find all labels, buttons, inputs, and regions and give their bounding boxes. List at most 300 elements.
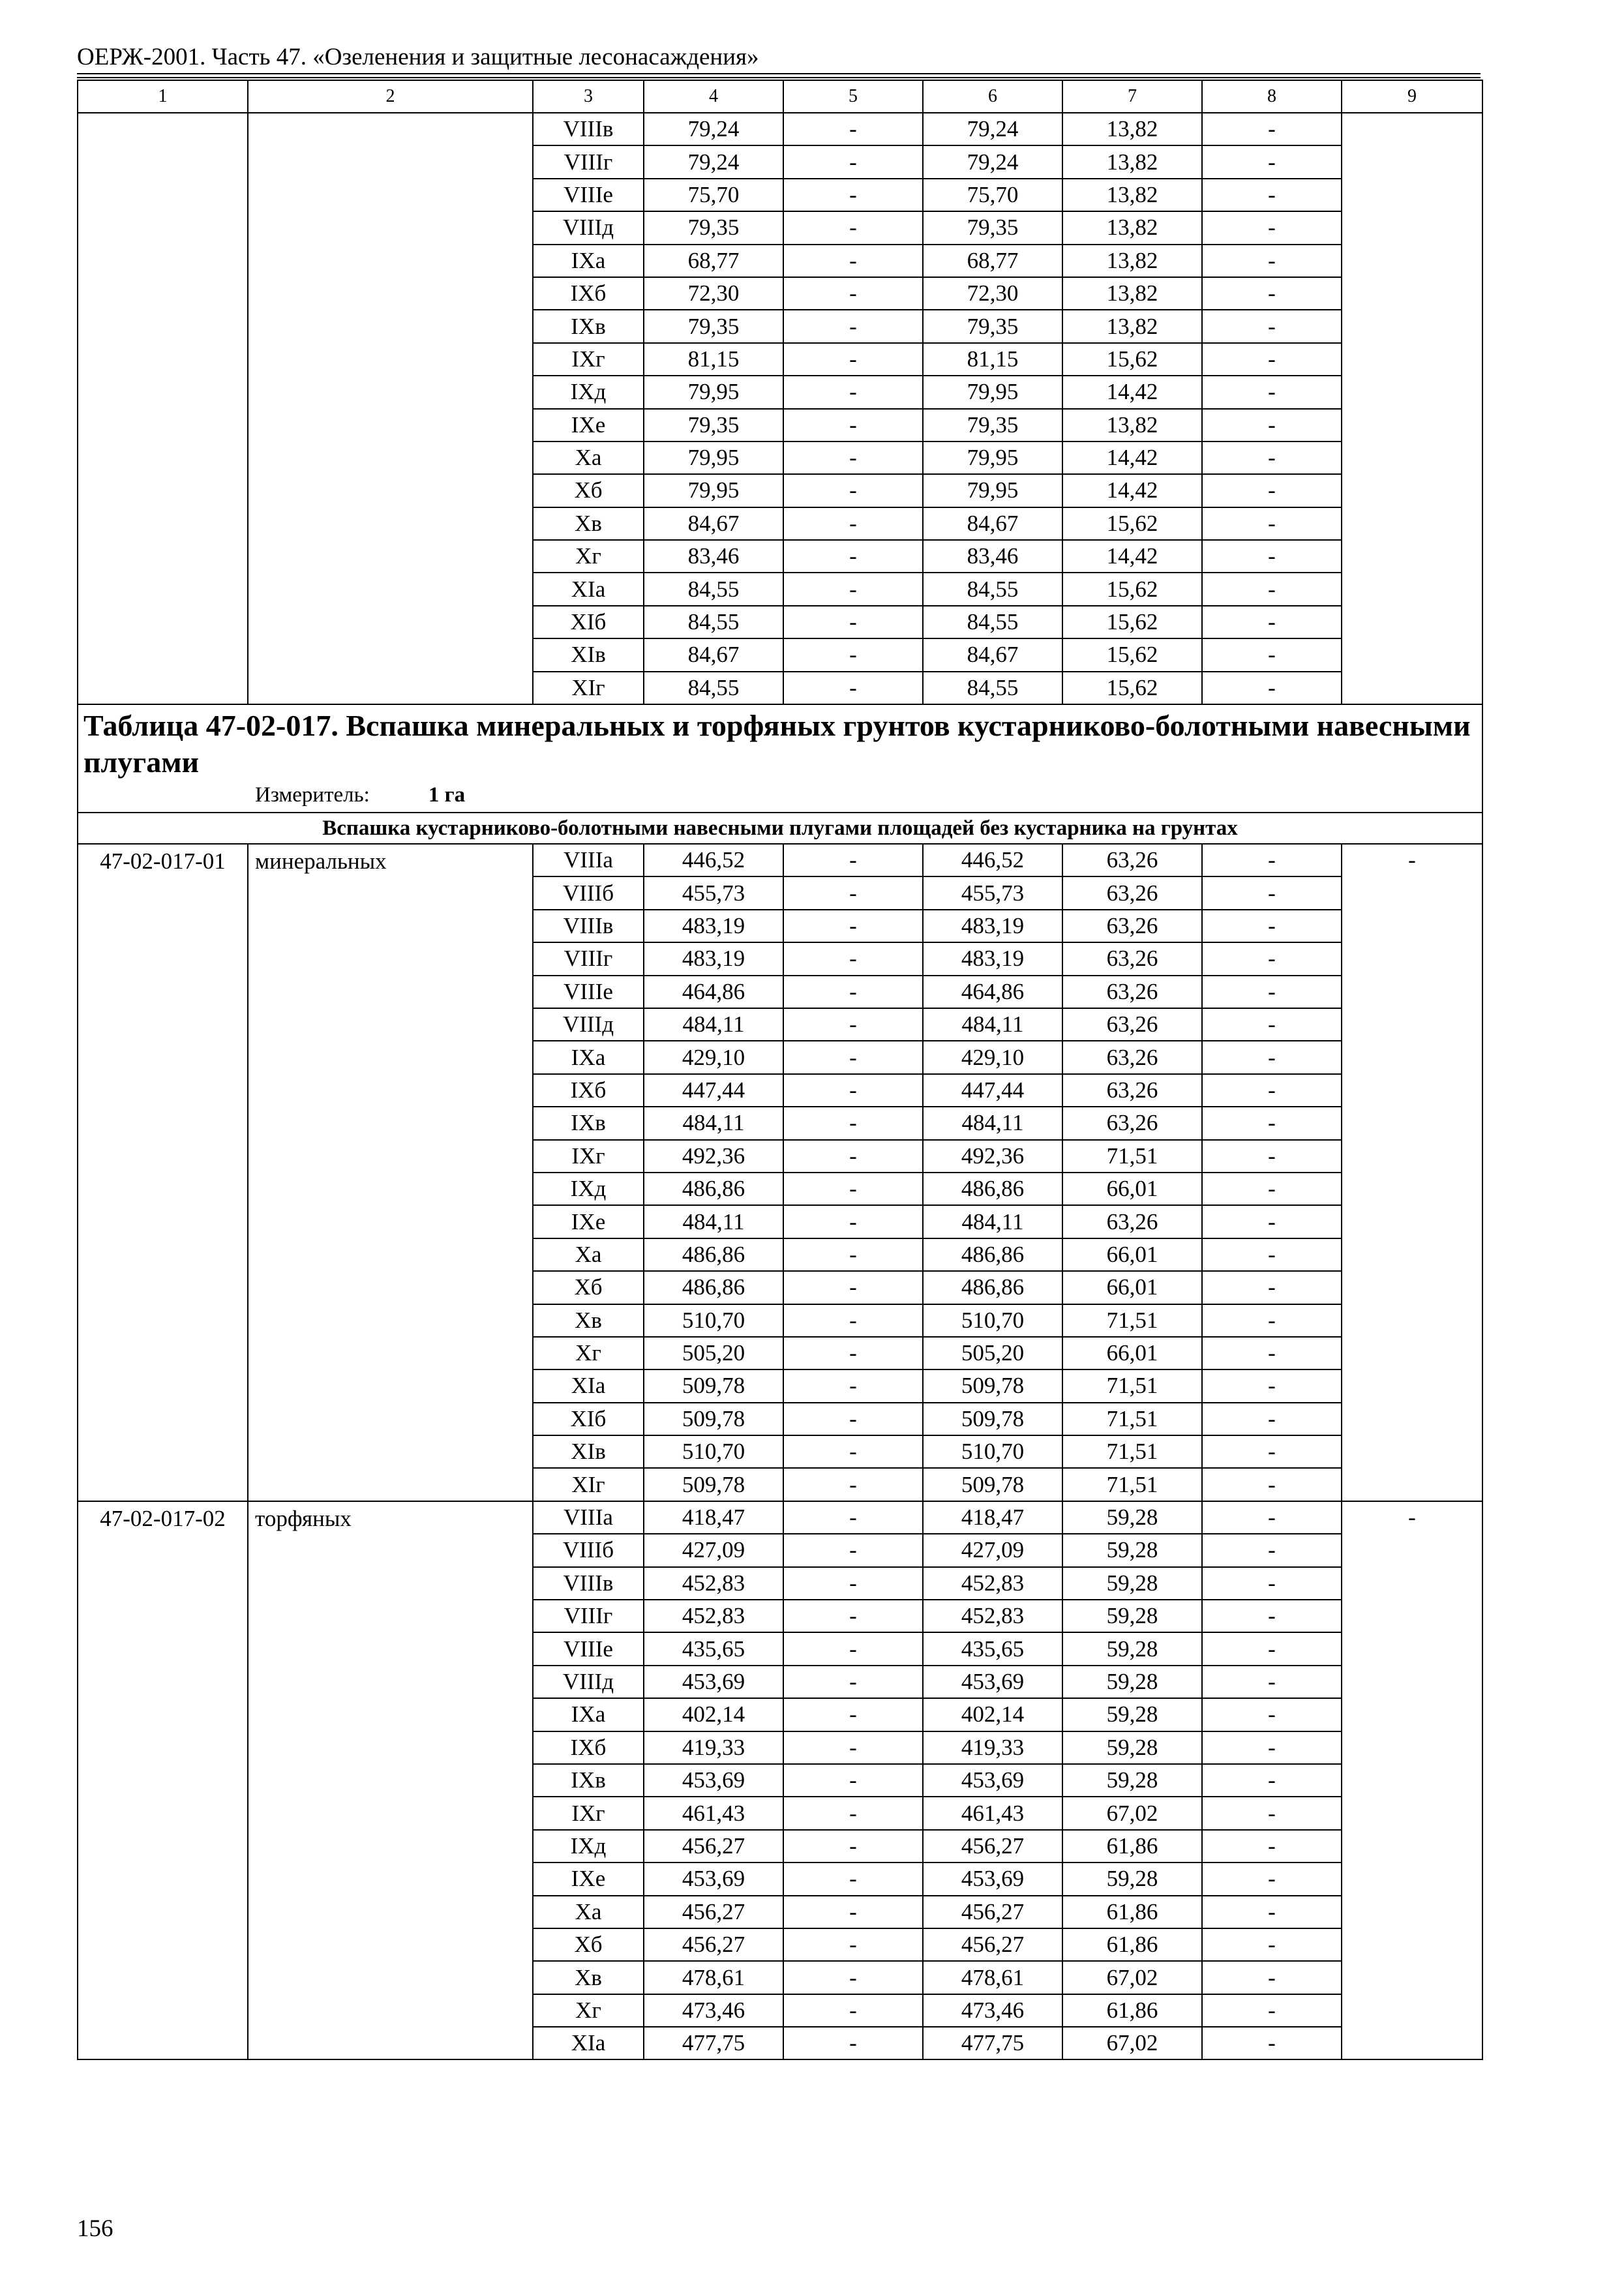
worker-pay-cell: - [783, 976, 923, 1008]
machine-cost-cell: 72,30 [923, 277, 1062, 310]
soil-group-cell: IXд [533, 1830, 644, 1863]
direct-cost-cell: 456,27 [644, 1830, 783, 1863]
worker-pay-cell: - [783, 1994, 923, 2027]
machine-cost-cell: 509,78 [923, 1468, 1062, 1501]
operator-pay-cell: 59,28 [1062, 1764, 1202, 1797]
materials-cell: - [1202, 179, 1342, 211]
materials-cell: - [1202, 409, 1342, 441]
soil-group-cell: XIв [533, 638, 644, 671]
page-number: 156 [77, 2215, 113, 2242]
meter-line [83, 781, 1477, 809]
direct-cost-cell: 453,69 [644, 1666, 783, 1698]
soil-group-cell: Xб [533, 1271, 644, 1304]
direct-cost-cell: 435,65 [644, 1632, 783, 1665]
column-number-row [78, 80, 1482, 113]
machine-cost-cell: 509,78 [923, 1403, 1062, 1435]
materials-cell: - [1202, 1666, 1342, 1698]
column-number-cell: 3 [533, 80, 644, 113]
machine-cost-cell: 509,78 [923, 1369, 1062, 1402]
column-number-cell: 4 [644, 80, 783, 113]
machine-cost-cell: 75,70 [923, 179, 1062, 211]
direct-cost-cell: 477,75 [644, 2027, 783, 2059]
direct-cost-cell: 483,19 [644, 942, 783, 975]
soil-group-cell: IXв [533, 1764, 644, 1797]
operator-pay-cell: 67,02 [1062, 1961, 1202, 1994]
materials-cell: - [1202, 910, 1342, 942]
machine-cost-cell: 483,19 [923, 910, 1062, 942]
machine-cost-cell: 79,35 [923, 409, 1062, 441]
direct-cost-cell: 484,11 [644, 1205, 783, 1238]
direct-cost-cell: 456,27 [644, 1896, 783, 1928]
direct-cost-cell: 418,47 [644, 1501, 783, 1534]
materials-cell: - [1202, 540, 1342, 573]
worker-pay-cell: - [783, 606, 923, 638]
operator-pay-cell: 14,42 [1062, 474, 1202, 507]
header-rule-bottom [77, 77, 1481, 78]
operator-pay-cell: 59,28 [1062, 1501, 1202, 1534]
table-row [78, 844, 1482, 876]
direct-cost-cell: 84,67 [644, 638, 783, 671]
materials-cell: - [1202, 343, 1342, 376]
direct-cost-cell: 447,44 [644, 1074, 783, 1107]
machine-cost-cell: 418,47 [923, 1501, 1062, 1534]
operator-pay-cell: 63,26 [1062, 976, 1202, 1008]
direct-cost-cell: 79,95 [644, 474, 783, 507]
worker-pay-cell: - [783, 1896, 923, 1928]
worker-pay-cell: - [783, 1369, 923, 1402]
operator-pay-cell: 59,28 [1062, 1666, 1202, 1698]
worker-pay-cell: - [783, 441, 923, 474]
operator-pay-cell: 63,26 [1062, 1008, 1202, 1041]
direct-cost-cell: 509,78 [644, 1468, 783, 1501]
worker-pay-cell: - [783, 672, 923, 704]
machine-cost-cell: 484,11 [923, 1008, 1062, 1041]
operator-pay-cell: 67,02 [1062, 1797, 1202, 1829]
operator-pay-cell: 63,26 [1062, 1205, 1202, 1238]
operator-pay-cell: 59,28 [1062, 1632, 1202, 1665]
worker-pay-cell: - [783, 1337, 923, 1369]
machine-cost-cell: 510,70 [923, 1435, 1062, 1468]
materials-cell: - [1202, 942, 1342, 975]
machine-cost-cell: 486,86 [923, 1271, 1062, 1304]
code-cell: 47-02-017-01 [78, 844, 248, 1501]
direct-cost-cell: 83,46 [644, 540, 783, 573]
page-header-title: ОЕРЖ-2001. Часть 47. «Озеленения и защитные лесонасаждения» [77, 44, 759, 70]
worker-pay-cell: - [783, 211, 923, 244]
soil-group-cell: VIIIг [533, 942, 644, 975]
machine-cost-cell: 484,11 [923, 1107, 1062, 1139]
worker-pay-cell: - [783, 942, 923, 975]
operator-pay-cell: 71,51 [1062, 1435, 1202, 1468]
materials-cell: - [1202, 1863, 1342, 1895]
direct-cost-cell: 464,86 [644, 976, 783, 1008]
soil-group-cell: IXе [533, 1205, 644, 1238]
soil-group-cell: Xа [533, 1238, 644, 1271]
direct-cost-cell: 486,86 [644, 1173, 783, 1205]
worker-pay-cell: - [783, 507, 923, 540]
direct-cost-cell: 75,70 [644, 179, 783, 211]
machine-cost-cell: 79,95 [923, 441, 1062, 474]
operator-pay-cell: 66,01 [1062, 1238, 1202, 1271]
column-number-cell: 9 [1342, 80, 1482, 113]
materials-cell: - [1202, 245, 1342, 277]
operator-pay-cell: 71,51 [1062, 1369, 1202, 1402]
operator-pay-cell: 61,86 [1062, 1896, 1202, 1928]
soil-group-cell: VIIIг [533, 145, 644, 178]
direct-cost-cell: 455,73 [644, 876, 783, 909]
materials-cell: - [1202, 1600, 1342, 1632]
direct-cost-cell: 510,70 [644, 1304, 783, 1337]
direct-cost-cell: 446,52 [644, 844, 783, 876]
worker-pay-cell: - [783, 573, 923, 605]
operator-pay-cell: 59,28 [1062, 1600, 1202, 1632]
worker-pay-cell: - [783, 540, 923, 573]
worker-pay-cell: - [783, 876, 923, 909]
soil-group-cell: IXе [533, 1863, 644, 1895]
worker-pay-cell: - [783, 1863, 923, 1895]
worker-pay-cell: - [783, 145, 923, 178]
direct-cost-cell: 81,15 [644, 343, 783, 376]
materials-cell: - [1202, 638, 1342, 671]
direct-cost-cell: 79,35 [644, 310, 783, 342]
operator-pay-cell: 13,82 [1062, 145, 1202, 178]
worker-pay-cell: - [783, 1567, 923, 1600]
worker-pay-cell: - [783, 1008, 923, 1041]
machine-cost-cell: 419,33 [923, 1731, 1062, 1764]
materials-cell: - [1202, 474, 1342, 507]
direct-cost-cell: 79,95 [644, 376, 783, 408]
materials-cell: - [1202, 573, 1342, 605]
operator-pay-cell: 61,86 [1062, 1830, 1202, 1863]
meter-label: Измеритель: [255, 783, 370, 807]
table-row [78, 1501, 1482, 1534]
direct-cost-cell: 68,77 [644, 245, 783, 277]
machine-cost-cell: 492,36 [923, 1140, 1062, 1173]
soil-group-cell: VIIIв [533, 1567, 644, 1600]
worker-pay-cell: - [783, 1403, 923, 1435]
direct-cost-cell: 84,55 [644, 606, 783, 638]
soil-group-cell: Xа [533, 441, 644, 474]
materials-cell: - [1202, 606, 1342, 638]
machine-cost-cell: 453,69 [923, 1666, 1062, 1698]
worker-pay-cell: - [783, 1435, 923, 1468]
worker-pay-cell: - [783, 1632, 923, 1665]
materials-cell: - [1202, 1337, 1342, 1369]
operator-pay-cell: 71,51 [1062, 1304, 1202, 1337]
machine-cost-cell: 456,27 [923, 1928, 1062, 1961]
operator-pay-cell: 66,01 [1062, 1337, 1202, 1369]
worker-pay-cell: - [783, 1961, 923, 1994]
machine-cost-cell: 477,75 [923, 2027, 1062, 2059]
soil-group-cell: IXа [533, 1698, 644, 1731]
direct-cost-cell: 509,78 [644, 1403, 783, 1435]
direct-cost-cell: 79,24 [644, 145, 783, 178]
machine-cost-cell: 473,46 [923, 1994, 1062, 2027]
worker-pay-cell: - [783, 113, 923, 145]
soil-group-cell: VIIIе [533, 976, 644, 1008]
operator-pay-cell: 59,28 [1062, 1863, 1202, 1895]
column-number-cell: 6 [923, 80, 1062, 113]
soil-group-cell: VIIIд [533, 211, 644, 244]
machine-cost-cell: 427,09 [923, 1534, 1062, 1566]
direct-cost-cell: 484,11 [644, 1107, 783, 1139]
operator-pay-cell: 59,28 [1062, 1731, 1202, 1764]
worker-pay-cell: - [783, 1107, 923, 1139]
direct-cost-cell: 505,20 [644, 1337, 783, 1369]
col9-cell-empty [1342, 113, 1482, 704]
machine-cost-cell: 83,46 [923, 540, 1062, 573]
direct-cost-cell: 478,61 [644, 1961, 783, 1994]
machine-cost-cell: 79,24 [923, 113, 1062, 145]
worker-pay-cell: - [783, 1501, 923, 1534]
worker-pay-cell: - [783, 409, 923, 441]
machine-cost-cell: 453,69 [923, 1764, 1062, 1797]
direct-cost-cell: 84,55 [644, 573, 783, 605]
machine-cost-cell: 510,70 [923, 1304, 1062, 1337]
machine-cost-cell: 464,86 [923, 976, 1062, 1008]
materials-cell: - [1202, 1567, 1342, 1600]
machine-cost-cell: 447,44 [923, 1074, 1062, 1107]
code-cell: 47-02-017-02 [78, 1501, 248, 2060]
soil-group-cell: IXе [533, 409, 644, 441]
operator-pay-cell: 59,28 [1062, 1698, 1202, 1731]
worker-pay-cell: - [783, 1698, 923, 1731]
direct-cost-cell: 492,36 [644, 1140, 783, 1173]
materials-cell: - [1202, 1994, 1342, 2027]
soil-group-cell: XIб [533, 606, 644, 638]
soil-group-cell: Xв [533, 1961, 644, 1994]
worker-pay-cell: - [783, 376, 923, 408]
materials-cell: - [1202, 1928, 1342, 1961]
direct-cost-cell: 72,30 [644, 277, 783, 310]
operator-pay-cell: 13,82 [1062, 277, 1202, 310]
meter-value: 1 га [428, 783, 466, 807]
worker-pay-cell: - [783, 1304, 923, 1337]
materials-cell: - [1202, 145, 1342, 178]
materials-cell: - [1202, 1403, 1342, 1435]
worker-pay-cell: - [783, 1041, 923, 1073]
worker-pay-cell: - [783, 910, 923, 942]
worker-pay-cell: - [783, 310, 923, 342]
col9-cell: - [1342, 1501, 1482, 2060]
table-caption-row [78, 704, 1482, 813]
soil-group-cell: XIг [533, 1468, 644, 1501]
soil-group-cell: XIа [533, 573, 644, 605]
operator-pay-cell: 61,86 [1062, 1994, 1202, 2027]
worker-pay-cell: - [783, 1666, 923, 1698]
materials-cell: - [1202, 1764, 1342, 1797]
direct-cost-cell: 79,95 [644, 441, 783, 474]
soil-group-cell: XIа [533, 1369, 644, 1402]
column-number-cell: 8 [1202, 80, 1342, 113]
materials-cell: - [1202, 1205, 1342, 1238]
materials-cell: - [1202, 844, 1342, 876]
operator-pay-cell: 63,26 [1062, 1041, 1202, 1073]
soil-group-cell: IXб [533, 1731, 644, 1764]
direct-cost-cell: 419,33 [644, 1731, 783, 1764]
worker-pay-cell: - [783, 1731, 923, 1764]
operator-pay-cell: 63,26 [1062, 1107, 1202, 1139]
worker-pay-cell: - [783, 1764, 923, 1797]
operator-pay-cell: 15,62 [1062, 343, 1202, 376]
operator-pay-cell: 15,62 [1062, 638, 1202, 671]
operator-pay-cell: 63,26 [1062, 844, 1202, 876]
operator-pay-cell: 15,62 [1062, 672, 1202, 704]
soil-group-cell: Xг [533, 1337, 644, 1369]
machine-cost-cell: 452,83 [923, 1567, 1062, 1600]
materials-cell: - [1202, 441, 1342, 474]
direct-cost-cell: 427,09 [644, 1534, 783, 1566]
section-heading: Вспашка кустарниково-болотными навесными плугами площадей без кустарника на грунтах [78, 813, 1482, 844]
soil-group-cell: Xг [533, 540, 644, 573]
machine-cost-cell: 452,83 [923, 1600, 1062, 1632]
direct-cost-cell: 510,70 [644, 1435, 783, 1468]
soil-group-cell: VIIIд [533, 1008, 644, 1041]
soil-group-cell: VIIIв [533, 910, 644, 942]
soil-group-cell: IXд [533, 1173, 644, 1205]
operator-pay-cell: 63,26 [1062, 1074, 1202, 1107]
worker-pay-cell: - [783, 474, 923, 507]
machine-cost-cell: 456,27 [923, 1896, 1062, 1928]
materials-cell: - [1202, 1501, 1342, 1534]
machine-cost-cell: 486,86 [923, 1238, 1062, 1271]
materials-cell: - [1202, 1173, 1342, 1205]
operator-pay-cell: 15,62 [1062, 507, 1202, 540]
materials-cell: - [1202, 1041, 1342, 1073]
machine-cost-cell: 478,61 [923, 1961, 1062, 1994]
operator-pay-cell: 66,01 [1062, 1271, 1202, 1304]
soil-group-cell: XIа [533, 2027, 644, 2059]
materials-cell: - [1202, 310, 1342, 342]
col9-cell: - [1342, 844, 1482, 1501]
machine-cost-cell: 68,77 [923, 245, 1062, 277]
materials-cell: - [1202, 1008, 1342, 1041]
soil-group-cell: IXб [533, 277, 644, 310]
worker-pay-cell: - [783, 1830, 923, 1863]
table-title: Таблица 47-02-017. Вспашка минеральных и торфяных грунтов кустарниково-болотными навесными плугами [83, 709, 1471, 779]
soil-group-cell: Xв [533, 507, 644, 540]
soil-group-cell: IXг [533, 1797, 644, 1829]
operator-pay-cell: 14,42 [1062, 376, 1202, 408]
materials-cell: - [1202, 2027, 1342, 2059]
materials-cell: - [1202, 1534, 1342, 1566]
operator-pay-cell: 59,28 [1062, 1567, 1202, 1600]
worker-pay-cell: - [783, 1271, 923, 1304]
soil-group-cell: Xв [533, 1304, 644, 1337]
direct-cost-cell: 461,43 [644, 1797, 783, 1829]
materials-cell: - [1202, 507, 1342, 540]
operator-pay-cell: 71,51 [1062, 1140, 1202, 1173]
soil-group-cell: VIIIб [533, 1534, 644, 1566]
worker-pay-cell: - [783, 844, 923, 876]
operator-pay-cell: 67,02 [1062, 2027, 1202, 2059]
name-cell: минеральных [248, 844, 533, 1501]
direct-cost-cell: 483,19 [644, 910, 783, 942]
worker-pay-cell: - [783, 343, 923, 376]
code-cell-empty [78, 113, 248, 704]
machine-cost-cell: 461,43 [923, 1797, 1062, 1829]
machine-cost-cell: 486,86 [923, 1173, 1062, 1205]
name-cell-empty [248, 113, 533, 704]
materials-cell: - [1202, 1961, 1342, 1994]
worker-pay-cell: - [783, 1205, 923, 1238]
soil-group-cell: XIб [533, 1403, 644, 1435]
direct-cost-cell: 484,11 [644, 1008, 783, 1041]
direct-cost-cell: 84,67 [644, 507, 783, 540]
direct-cost-cell: 453,69 [644, 1863, 783, 1895]
machine-cost-cell: 453,69 [923, 1863, 1062, 1895]
machine-cost-cell: 79,95 [923, 474, 1062, 507]
machine-cost-cell: 79,35 [923, 310, 1062, 342]
direct-cost-cell: 429,10 [644, 1041, 783, 1073]
materials-cell: - [1202, 1632, 1342, 1665]
machine-cost-cell: 456,27 [923, 1830, 1062, 1863]
machine-cost-cell: 505,20 [923, 1337, 1062, 1369]
materials-cell: - [1202, 1304, 1342, 1337]
soil-group-cell: IXд [533, 376, 644, 408]
direct-cost-cell: 456,27 [644, 1928, 783, 1961]
worker-pay-cell: - [783, 1534, 923, 1566]
soil-group-cell: XIв [533, 1435, 644, 1468]
operator-pay-cell: 63,26 [1062, 876, 1202, 909]
direct-cost-cell: 486,86 [644, 1271, 783, 1304]
machine-cost-cell: 84,67 [923, 507, 1062, 540]
machine-cost-cell: 402,14 [923, 1698, 1062, 1731]
rates-table-body [78, 80, 1482, 2059]
direct-cost-cell: 79,24 [644, 113, 783, 145]
operator-pay-cell: 13,82 [1062, 179, 1202, 211]
operator-pay-cell: 13,82 [1062, 113, 1202, 145]
column-number-cell: 1 [78, 80, 248, 113]
soil-group-cell: VIIIб [533, 876, 644, 909]
worker-pay-cell: - [783, 179, 923, 211]
column-number-cell: 5 [783, 80, 923, 113]
materials-cell: - [1202, 1074, 1342, 1107]
soil-group-cell: IXа [533, 245, 644, 277]
direct-cost-cell: 84,55 [644, 672, 783, 704]
header-rule-top [77, 73, 1481, 74]
operator-pay-cell: 13,82 [1062, 211, 1202, 244]
machine-cost-cell: 429,10 [923, 1041, 1062, 1073]
materials-cell: - [1202, 876, 1342, 909]
direct-cost-cell: 402,14 [644, 1698, 783, 1731]
soil-group-cell: Xа [533, 1896, 644, 1928]
section-heading-row [78, 813, 1482, 844]
materials-cell: - [1202, 1468, 1342, 1501]
direct-cost-cell: 79,35 [644, 409, 783, 441]
machine-cost-cell: 79,95 [923, 376, 1062, 408]
soil-group-cell: Xб [533, 1928, 644, 1961]
machine-cost-cell: 484,11 [923, 1205, 1062, 1238]
soil-group-cell: IXг [533, 343, 644, 376]
worker-pay-cell: - [783, 1797, 923, 1829]
operator-pay-cell: 14,42 [1062, 540, 1202, 573]
worker-pay-cell: - [783, 1600, 923, 1632]
materials-cell: - [1202, 1896, 1342, 1928]
name-cell: торфяных [248, 1501, 533, 2060]
direct-cost-cell: 509,78 [644, 1369, 783, 1402]
rates-table [77, 80, 1483, 2060]
soil-group-cell: VIIIд [533, 1666, 644, 1698]
soil-group-cell: IXв [533, 1107, 644, 1139]
machine-cost-cell: 79,24 [923, 145, 1062, 178]
operator-pay-cell: 63,26 [1062, 910, 1202, 942]
table-row [78, 113, 1482, 145]
materials-cell: - [1202, 1435, 1342, 1468]
operator-pay-cell: 13,82 [1062, 245, 1202, 277]
machine-cost-cell: 446,52 [923, 844, 1062, 876]
machine-cost-cell: 84,55 [923, 573, 1062, 605]
